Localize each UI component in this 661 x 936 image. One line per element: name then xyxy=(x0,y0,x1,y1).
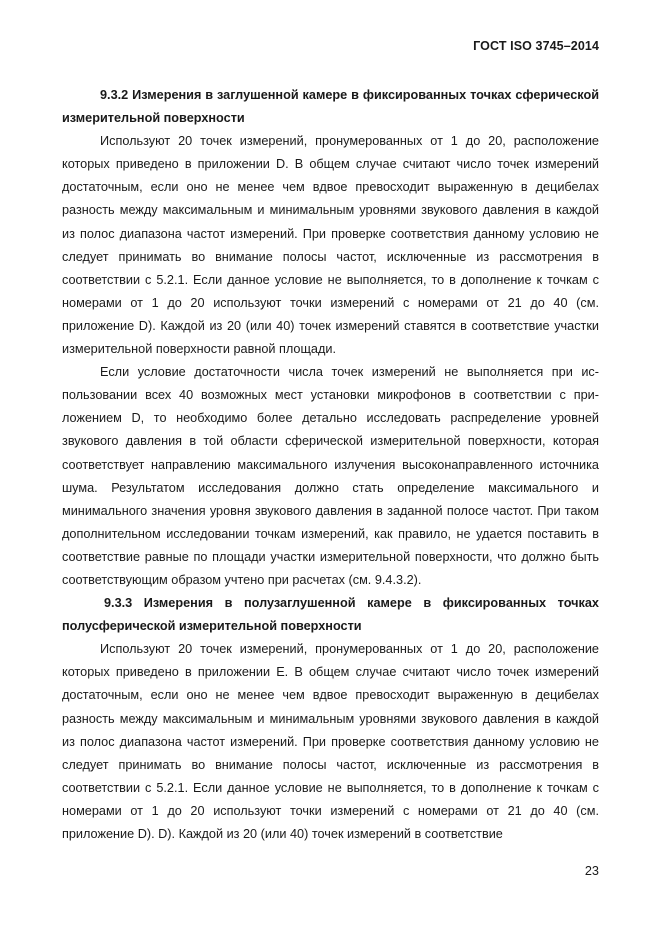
standard-designation: ГОСТ ISO 3745–2014 xyxy=(473,39,599,53)
paragraph: Если условие достаточности числа точек измерений не выполняется при использовании всех 40 возможных мест установки микрофонов в соответствии с приложением D, то необходимо более детально исследовать распределение уровней звукового давления в той области сферической измерительной поверхности, которая соответствует направлению максимального излучения высоконаправленного источника шума. Результатом исследования должно стать определение максимального и минимального значения уровня звукового давления в заданной полосе частот. При таком дополнительном исследовании точкам измерений, как правило, не удается поставить в соответствие равные по площади участки измерительной поверхности, что должно быть соответствующим образом учтено при расчетах (см. 9.4.3.2). xyxy=(62,365,599,587)
paragraph: Используют 20 точек измерений, пронумерованных от 1 до 20, расположение которых приведено в приложении Е. В общем случае считают число точек измерений достаточным, если оно не менее чем вдвое превосходит выраженную в децибелах разность между максимальным и минимальным уровнями звукового давления в каждой из полос диапазона частот измерений. При проверке соответствия данному условию не следует принимать во внимание полосы частот, исключенные из рассмотрения в соответствии с 5.2.1. Если данное условие не выполняется, то в дополнение к точкам с номерами от 1 до 20 используют точки измерений с номерами от 21 до 40 (см. приложение D). D). Каждой из 20 (или 40) точек измерений в соответствие xyxy=(62,642,599,841)
section-heading-9-3-3: 9.3.3 Измерения в полузаглушенной камере в фиксированных точках полусферической измерительной поверхности xyxy=(62,596,599,634)
section-heading-9-3-2: 9.3.2 Измерения в заглушенной камере в фиксированных точках сферической измерительной поверхности xyxy=(62,88,599,126)
document-body xyxy=(62,84,599,846)
paragraph: Используют 20 точек измерений, пронумерованных от 1 до 20, расположение которых приведено в приложении D. В общем случае считают число точек измерений достаточным, если оно не менее чем вдвое превосходит выраженную в децибелах разность между максимальным и минимальным уровнями звукового давления в каждой из полос диапазона частот измерений. При проверке соответствия данному условию не следует принимать во внимание полосы частот, исключенные из рассмотрения в соответствии с 5.2.1. Если данное условие не выполняется, то в дополнение к точкам с номерами от 1 до 20 используют точки измерений с номерами от 21 до 40 (см. приложение D). Каждой из 20 (или 40) точек измерений ставятся в соответствие участки измерительной поверхности равной площади. xyxy=(62,134,599,357)
page-number: 23 xyxy=(584,864,599,878)
